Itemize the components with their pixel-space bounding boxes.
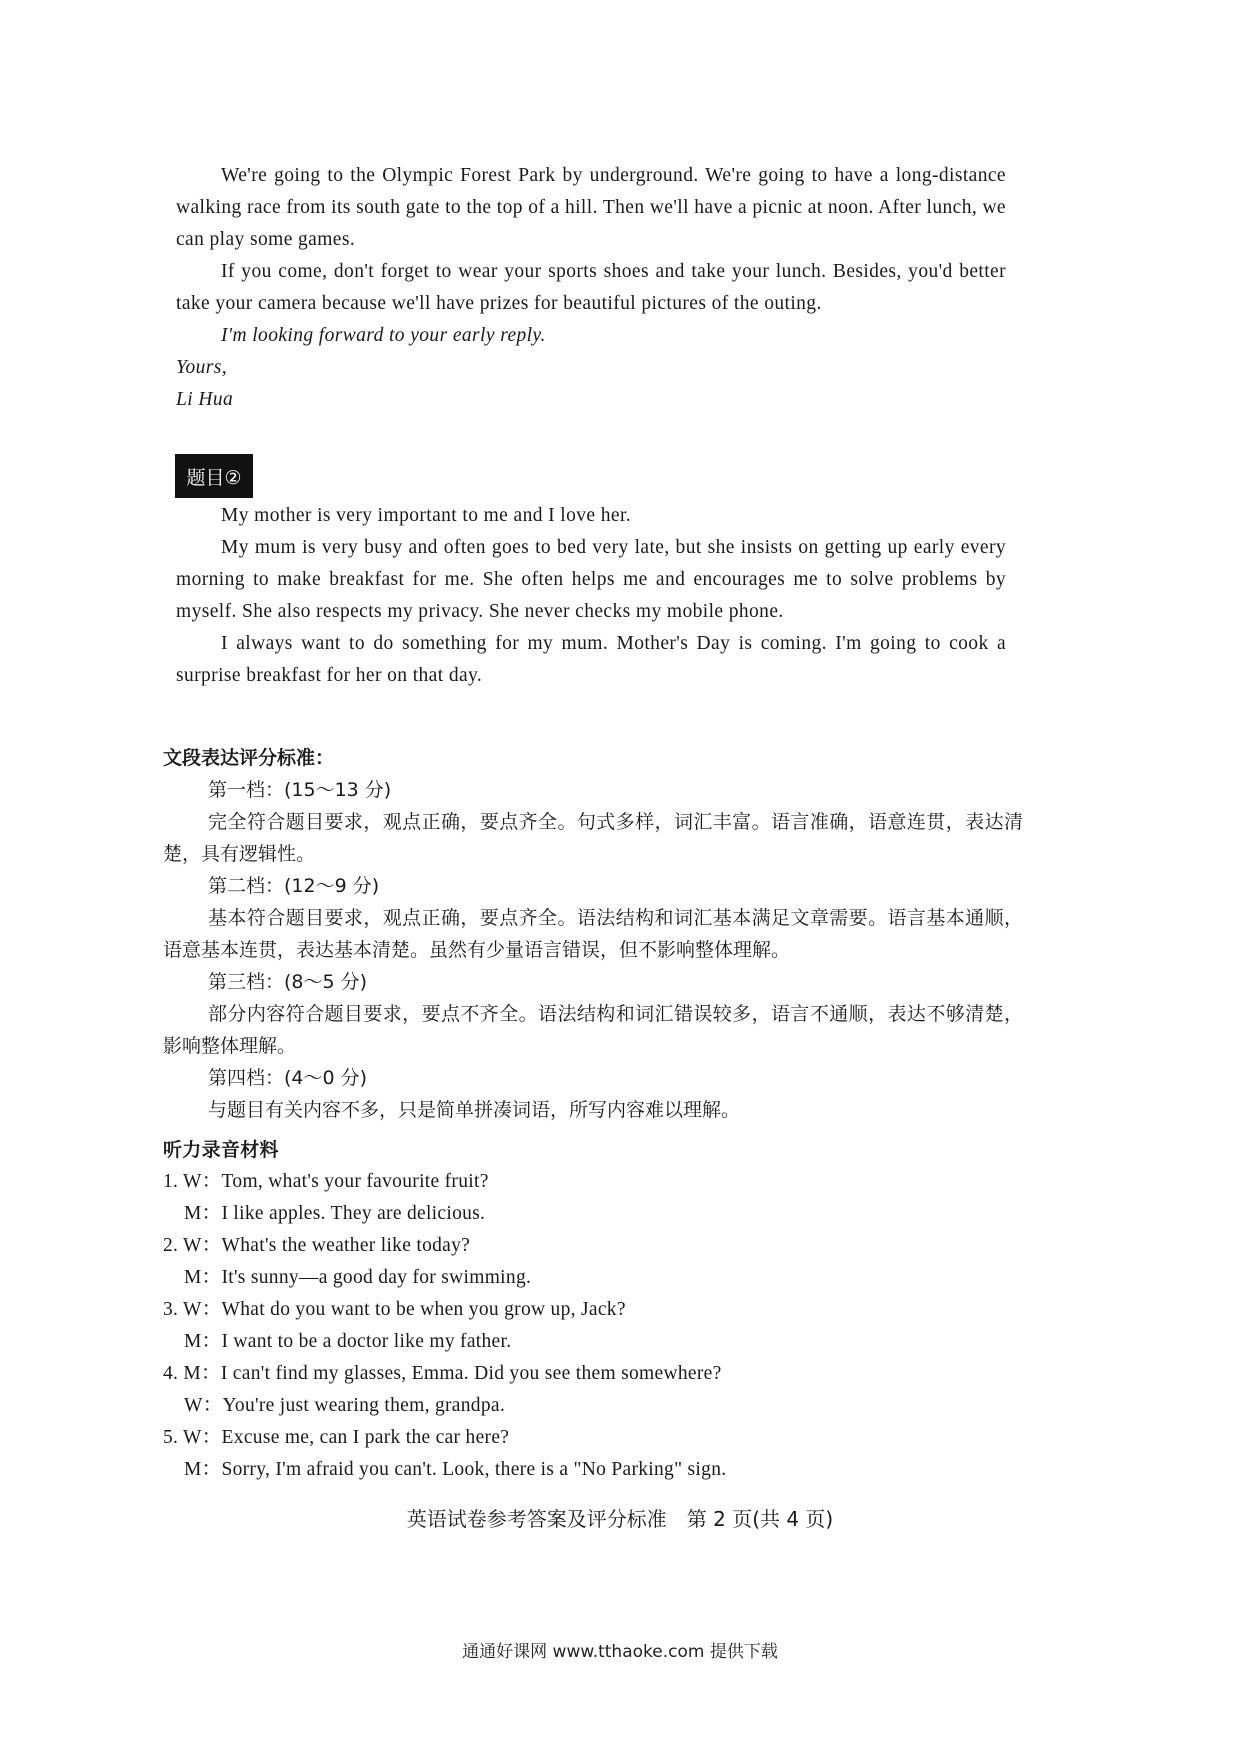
listening-item-1-answer: M：I like apples. They are delicious. xyxy=(184,1203,486,1224)
download-credit: 通通好课网 www.tthaoke.com 提供下载 xyxy=(462,1642,778,1662)
criteria-level-4-desc: 与题目有关内容不多，只是简单拼凑词语，所写内容难以理解。 xyxy=(208,1099,741,1121)
criteria-level-2-label: 第二档：(12～9 分) xyxy=(208,875,380,897)
letter-paragraph-1: We're going to the Olympic Forest Park by underground. We're going to have a long-distance walking race from its south gate to the top of a hill. Then we'll have a picnic at noon. After lunch, we can play some games. xyxy=(176,165,1006,250)
question-2-paragraph-2: My mum is very busy and often goes to bed very late, but she insists on getting up early every morning to make breakfast for me. She often helps me and encourages me to solve problems by myself. She also respects my privacy. She never checks my mobile phone. xyxy=(176,537,1006,622)
criteria-heading: 文段表达评分标准： xyxy=(163,747,335,769)
criteria-level-3-label: 第三档：(8～5 分) xyxy=(208,971,368,993)
listening-item-1-question: 1. W：Tom, what's your favourite fruit? xyxy=(163,1171,489,1192)
question-2-badge: 题目② xyxy=(175,454,253,498)
question-2-body xyxy=(176,500,1006,692)
listening-item-3-question: 3. W：What do you want to be when you grow up, Jack? xyxy=(163,1299,626,1320)
listening-item-3-answer: M：I want to be a doctor like my father. xyxy=(184,1331,512,1352)
criteria-level-2-desc: 基本符合题目要求，观点正确，要点齐全。语法结构和词汇基本满足文章需要。语言基本通顺，语意基本连贯，表达基本清楚。虽然有少量语言错误，但不影响整体理解。 xyxy=(163,907,1023,961)
listening-item-2-question: 2. W：What's the weather like today? xyxy=(163,1235,471,1256)
letter-signature: Li Hua xyxy=(176,389,234,410)
letter-closing: I'm looking forward to your early reply. xyxy=(221,325,546,346)
letter-paragraph-2: If you come, don't forget to wear your sports shoes and take your lunch. Besides, you'd better take your camera because we'll have prizes for beautiful pictures of the outing. xyxy=(176,261,1006,314)
listening-item-5-answer: M：Sorry, I'm afraid you can't. Look, there is a "No Parking" sign. xyxy=(184,1459,727,1480)
listening-script xyxy=(163,1134,1023,1486)
criteria-level-1-label: 第一档：(15～13 分) xyxy=(208,779,392,801)
letter-yours: Yours, xyxy=(176,357,228,378)
listening-item-2-answer: M：It's sunny—a good day for swimming. xyxy=(184,1267,532,1288)
listening-item-4-answer: W：You're just wearing them, grandpa. xyxy=(184,1395,506,1416)
criteria-level-4-label: 第四档：(4～0 分) xyxy=(208,1067,368,1089)
listening-item-5-question: 5. W：Excuse me, can I park the car here? xyxy=(163,1427,510,1448)
letter-body xyxy=(176,160,1006,416)
listening-heading: 听力录音材料 xyxy=(163,1139,279,1161)
question-2-paragraph-1: My mother is very important to me and I love her. xyxy=(221,505,632,526)
page-footer: 英语试卷参考答案及评分标准 第 2 页(共 4 页) xyxy=(406,1507,834,1531)
criteria-level-1-desc: 完全符合题目要求，观点正确，要点齐全。句式多样，词汇丰富。语言准确，语意连贯，表达清楚，具有逻辑性。 xyxy=(163,811,1023,865)
scoring-criteria xyxy=(163,742,1023,1126)
listening-item-4-question: 4. M：I can't find my glasses, Emma. Did you see them somewhere? xyxy=(163,1363,722,1384)
criteria-level-3-desc: 部分内容符合题目要求，要点不齐全。语法结构和词汇错误较多，语言不通顺，表达不够清楚，影响整体理解。 xyxy=(163,1003,1023,1057)
question-2-paragraph-3: I always want to do something for my mum. Mother's Day is coming. I'm going to cook a surprise breakfast for her on that day. xyxy=(176,633,1006,686)
